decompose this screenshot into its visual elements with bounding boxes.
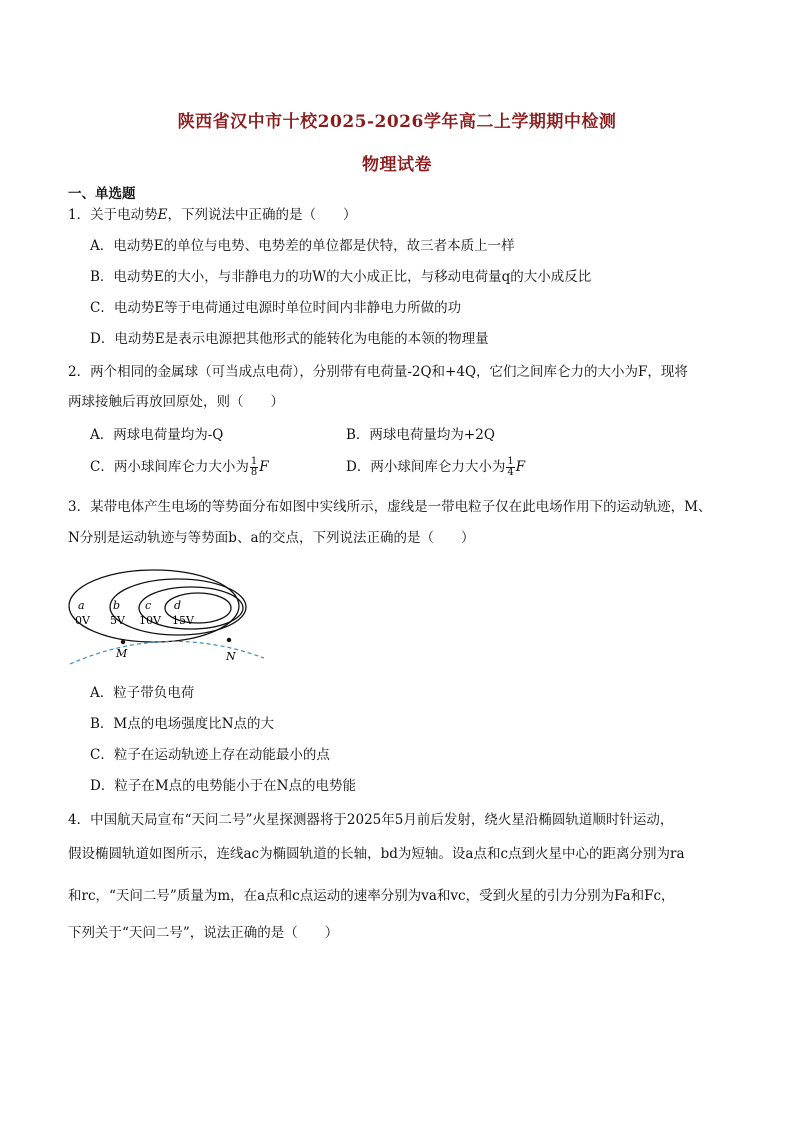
label-b: b (113, 599, 121, 612)
question-2-stem-line2: 两球接触后再放回原处，则（ ） (68, 394, 284, 410)
exam-subtitle: 物理试卷 (362, 155, 432, 175)
question-1-option-b: B．电动势E的大小，与非静电力的功W的大小成正比，与移动电荷量q的大小成反比 (90, 269, 592, 285)
label-5v: 5V (110, 614, 125, 627)
point-m-dot (121, 640, 125, 644)
question-2-option-d: D．两小球间库仑力大小为 $\frac{1}{4}$ F (346, 456, 526, 478)
question-3-option-a: A．粒子带负电荷 (90, 685, 195, 701)
point-n-dot (227, 638, 231, 642)
section-heading: 一、单选题 (68, 186, 136, 202)
equipotential-figure (66, 566, 266, 666)
label-15v: 15V (172, 614, 194, 627)
question-3-option-b: B．M点的电场强度比N点的大 (90, 716, 275, 732)
question-3-stem-line2: N分别是运动轨迹与等势面b、a的交点，下列说法正确的是（ ） (68, 530, 475, 546)
label-m: M (116, 647, 128, 660)
label-d: d (174, 599, 182, 612)
question-3-stem-line1: 3．某带电体产生电场的等势面分布如图中实线所示，虚线是一带电粒子仅在此电场作用下的运动轨迹，M、 (68, 499, 712, 515)
question-3-option-d: D．粒子在M点的电势能小于在N点的电势能 (90, 778, 356, 794)
exam-title: 陕西省汉中市十校2025-2026学年高二上学期期中检测 (177, 112, 617, 132)
label-c: c (145, 599, 152, 612)
question-2-option-c: C．两小球间库仑力大小为 $\frac{1}{8}$ F (90, 456, 269, 478)
question-4-line3: 和rc，“天问二号”质量为m，在a点和c点运动的速率分别为va和vc，受到火星的引力分别为Fa和Fc， (68, 888, 675, 904)
question-4-line4: 下列关于“天问二号”，说法正确的是（ ） (68, 925, 339, 941)
fraction: $\frac{1}{8}$ (250, 456, 258, 478)
question-3-option-c: C．粒子在运动轨迹上存在动能最小的点 (90, 747, 330, 763)
question-1-option-d: D．电动势E是表示电源把其他形式的能转化为电能的本领的物理量 (90, 331, 489, 347)
label-10v: 10V (139, 614, 161, 627)
label-a: a (78, 599, 85, 612)
fraction: $\frac{1}{4}$ (507, 456, 514, 478)
question-4-line2: 假设椭圆轨道如图所示，连线ac为椭圆轨道的长轴，bd为短轴。设a点和c点到火星中心的距离分别为ra (68, 846, 685, 862)
question-2-stem-line1: 2．两个相同的金属球（可当成点电荷），分别带有电荷量-2Q和+4Q，它们之间库仑力的大小为F，现将 (68, 364, 688, 380)
question-2-option-b: B．两球电荷量均为+2Q (346, 427, 495, 443)
question-4-line1: 4．中国航天局宣布“天问二号”火星探测器将于2025年5月前后发射，绕火星沿椭圆轨道顺时针运动， (68, 812, 674, 828)
label-n: N (226, 650, 236, 663)
question-2-option-a: A．两球电荷量均为-Q (90, 427, 224, 443)
label-0v: 0V (75, 614, 90, 627)
question-1-option-c: C．电动势E等于电荷通过电源时单位时间内非静电力所做的功 (90, 300, 462, 316)
question-1-option-a: A．电动势E的单位与电势、电势差的单位都是伏特，故三者本质上一样 (90, 238, 515, 254)
question-1-stem: 1．关于电动势E，下列说法中正确的是（ ） (68, 207, 357, 223)
